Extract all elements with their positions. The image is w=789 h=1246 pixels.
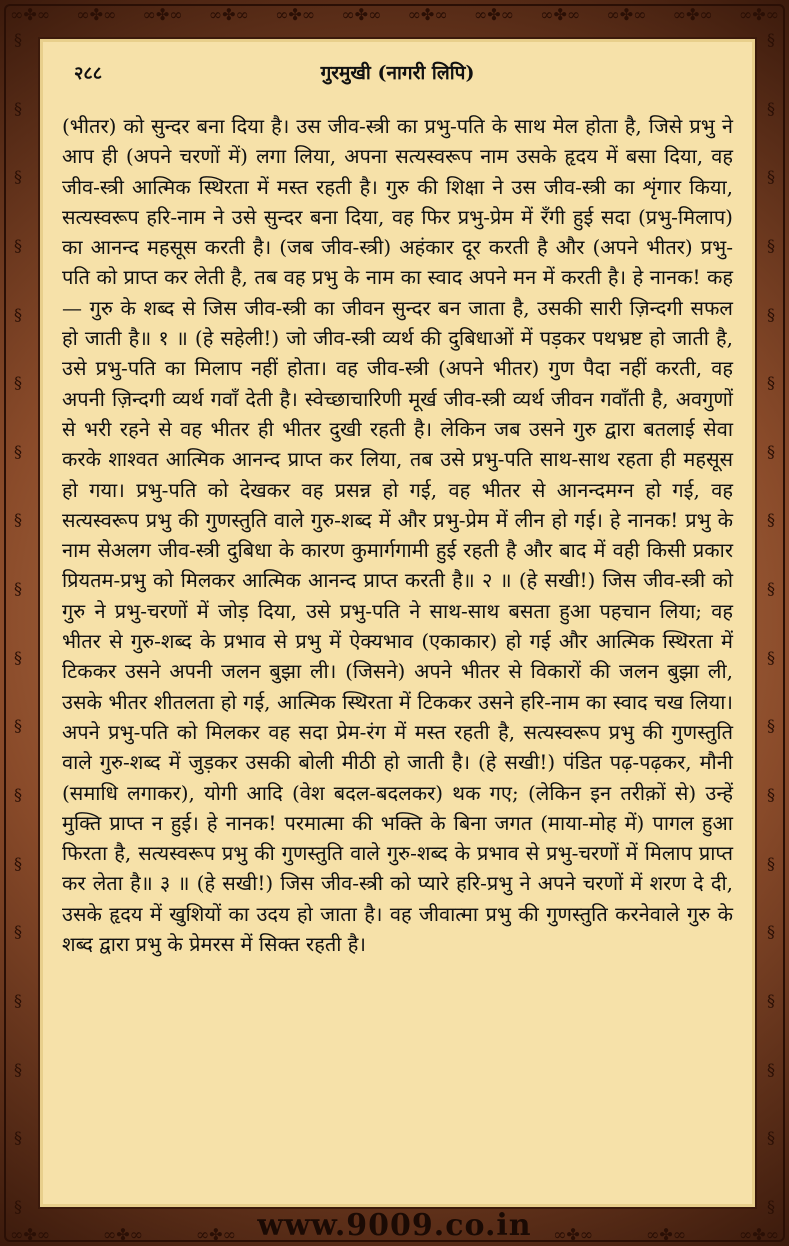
top-border-ornament-icon: ∞✤∞ ∞✤∞ ∞✤∞ ∞✤∞ ∞✤∞ ∞✤∞ ∞✤∞ ∞✤∞ ∞✤∞ ∞✤∞ ∞✤∞ ∞✤∞ (10, 4, 779, 24)
body-paragraph: (भीतर) को सुन्दर बना दिया है। उस जीव-स्त्री का प्रभु-पति के साथ मेल होता है, जिसे प्रभु ने आप ही (अपने चरणों में) लगा लिया, अपना सत्यस्वरूप नाम उसके हृदय में बसा दिया, वह जीव-स्त्री आत्मिक स्थिरता में मस्त रहती है। गुरु की शिक्षा ने उस जीव-स्त्री का शृंगार किया, सत्यस्वरूप हरि-नाम ने उसे सुन्दर बना दिया, वह फिर प्रभु-प्रेम में रँगी हुई सदा (प्रभु-मिलाप) का आनन्द महसूस करती है। (जब जीव-स्त्री) अहंकार दूर करती है और (अपने भीतर) प्रभु-पति को प्राप्त कर लेती है, तब वह प्रभु के नाम का स्वाद अपने मन में करती है। हे नानक! कह— गुरु के शब्द से जिस जीव-स्त्री का जीवन सुन्दर बन जाता है, उसकी सारी ज़िन्दगी सफल हो जाती है॥ १ ॥ (हे सहेली!) जो जीव-स्त्री व्यर्थ की दुबिधाओं में पड़कर पथभ्रष्ट हो जाती है, उसे प्रभु-पति का मिलाप नहीं होता। वह जीव-स्त्री (अपने भीतर) गुण पैदा नहीं करती, वह अपनी ज़िन्दगी व्यर्थ गवाँ देती है। स्वेच्छाचारिणी मूर्ख जीव-स्त्री व्यर्थ जीवन गवाँती है, अवगुणों से भरी रहने से वह भीतर ही भीतर दुखी रहती है। लेकिन जब उसने गुरु द्वारा बतलाई सेवा करके शाश्वत आत्मिक आनन्द प्राप्त कर लिया, तब उसे प्रभु-पति साथ-साथ रहता ही महसूस हो गया। प्रभु-पति को देखकर वह प्रसन्न हो गई, वह भीतर से आनन्दमग्न हो गई, वह सत्यस्वरूप प्रभु की गुणस्तुति वाले गुरु-शब्द में और प्रभु-प्रेम में लीन हो गई। हे नानक! प्रभु के नाम सेअलग जीव-स्त्री दुबिधा के कारण कुमार्गगामी हुई रहती है और बाद में वही किसी प्रकार प्रियतम-प्रभु को मिलकर आत्मिक आनन्द प्राप्त करती है॥ २ ॥ (हे सखी!) जिस जीव-स्त्री को गुरु ने प्रभु-चरणों में जोड़ दिया, उसे प्रभु-पति ने साथ-साथ बसता हुआ पहचान लिया; वह भीतर से गुरु-शब्द के प्रभाव से प्रभु में ऐक्यभाव (एकाकार) हो गई और आत्मिक स्थिरता में टिककर उसने अपनी जलन बुझा ली। (जिसने) अपने भीतर से विकारों की जलन बुझा ली, उसके भीतर शीतलता हो गई, आत्मिक स्थिरता में टिककर उसने हरि-नाम का स्वाद चख लिया। अपने प्रभु-पति को मिलकर वह सदा प्रेम-रंग में मस्त रहती है, सत्यस्वरूप प्रभु की गुणस्तुति वाले गुरु-शब्द में जुड़कर उसकी बोली मीठी हो जाती है। (हे सखी!) पंडित पढ़-पढ़कर, मौनी (समाधि लगाकर), योगी आदि (वेश बदल-बदलकर) थक गए; (लेकिन इन तरीक़ों से) उन्हें मुक्ति प्राप्त न हुई। हे नानक! परमात्मा की भक्ति के बिना जगत (माया-मोह में) पागल हुआ फिरता है, सत्यस्वरूप प्रभु की गुणस्तुति वाले गुरु-शब्द के प्रभाव से प्रभु-चरणों में मिलाप प्राप्त कर लेता है॥ ३ ॥ (हे सखी!) जिस जीव-स्त्री को प्यारे हरि-प्रभु ने अपने चरणों में शरण दे दी, उसके हृदय में खुशियों का उदय हो जाता है। वह जीवात्मा प्रभु की गुणस्तुति करनेवाले गुरु के शब्द द्वारा प्रभु के प्रेमरस में सिक्त रहती है। (62, 114, 733, 957)
page-header (40, 57, 755, 87)
left-border-ornament-icon: § § § § § § § § § § § § § § § § § § (14, 30, 22, 1216)
page-panel (38, 37, 757, 1209)
bottom-border-ornament-icon: ∞✤∞ ∞✤∞ ∞✤∞ ∞✤∞ ∞✤∞ ∞✤∞ (10, 1224, 779, 1244)
right-border-ornament-icon: § § § § § § § § § § § § § § § § § § (767, 30, 775, 1216)
footer-url: www.9009.co.in (257, 1208, 532, 1243)
page-number: २८८ (74, 63, 103, 84)
running-title: गुरमुखी (नागरी लिपि) (320, 62, 475, 84)
